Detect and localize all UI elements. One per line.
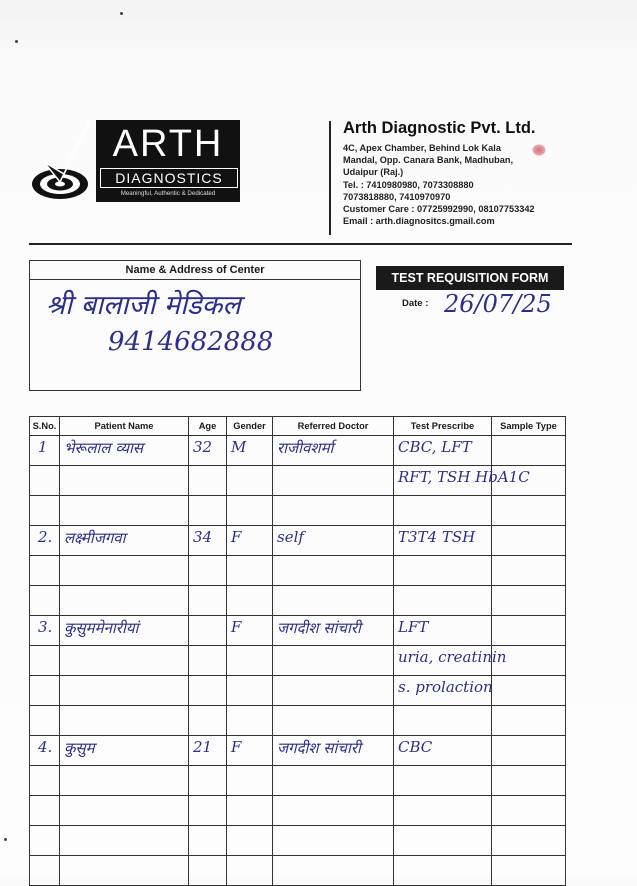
table-cell bbox=[189, 496, 227, 526]
table-row bbox=[30, 826, 566, 856]
column-header: Gender bbox=[227, 417, 273, 436]
handwritten-entry: 3. bbox=[38, 618, 53, 636]
column-header: Age bbox=[189, 417, 227, 436]
handwritten-entry: uria, creatinin bbox=[398, 648, 507, 666]
table-cell bbox=[492, 646, 566, 676]
table-cell bbox=[394, 826, 492, 856]
table-cell bbox=[492, 586, 566, 616]
column-header: Sample Type bbox=[492, 417, 566, 436]
table-cell bbox=[227, 766, 273, 796]
table-body bbox=[30, 436, 566, 886]
table-cell bbox=[60, 436, 189, 466]
table-cell bbox=[30, 766, 60, 796]
table-cell bbox=[60, 646, 189, 676]
handwritten-entry: CBC, LFT bbox=[398, 438, 472, 456]
table-cell bbox=[492, 496, 566, 526]
table-row bbox=[30, 706, 566, 736]
handwritten-entry: जगदीश सांचारी bbox=[277, 739, 361, 757]
table-cell bbox=[30, 526, 60, 556]
table-row bbox=[30, 676, 566, 706]
table-cell bbox=[273, 556, 394, 586]
table-cell bbox=[273, 526, 394, 556]
table-cell bbox=[394, 466, 530, 496]
table-row bbox=[30, 466, 566, 496]
handwritten-entry: M bbox=[231, 438, 247, 456]
logo-tagline: Meaningful, Authentic & Dedicated bbox=[120, 190, 216, 197]
company-address bbox=[343, 142, 535, 227]
header-rule bbox=[29, 243, 572, 245]
table-header-row bbox=[30, 417, 566, 436]
table-cell bbox=[60, 526, 189, 556]
table-cell bbox=[227, 796, 273, 826]
table-cell bbox=[30, 676, 60, 706]
handwritten-entry: 32 bbox=[193, 438, 213, 456]
table-cell bbox=[227, 826, 273, 856]
handwritten-entry: CBC bbox=[398, 738, 433, 756]
table-cell bbox=[60, 856, 189, 886]
arth-logo bbox=[30, 118, 242, 204]
table-cell bbox=[227, 856, 273, 886]
table-cell bbox=[273, 466, 394, 496]
target-check-icon bbox=[30, 118, 96, 204]
handwritten-entry: 21 bbox=[193, 738, 213, 756]
table-cell bbox=[30, 556, 60, 586]
table-cell bbox=[394, 586, 492, 616]
handwritten-entry: 34 bbox=[193, 528, 213, 546]
table-cell bbox=[60, 466, 189, 496]
table-cell bbox=[189, 736, 227, 766]
table-cell bbox=[492, 766, 566, 796]
table-cell bbox=[273, 826, 394, 856]
handwritten-entry: कुसुममेनारीयां bbox=[64, 619, 139, 637]
table-cell bbox=[227, 466, 273, 496]
table-cell bbox=[492, 676, 566, 706]
table-cell bbox=[30, 706, 60, 736]
table-cell bbox=[189, 526, 227, 556]
address-line: Customer Care : 07725992990, 08107753342 bbox=[343, 204, 535, 215]
table-row bbox=[30, 796, 566, 826]
table-cell bbox=[227, 676, 273, 706]
table-cell bbox=[394, 436, 492, 466]
table-cell bbox=[60, 706, 189, 736]
table-cell bbox=[189, 826, 227, 856]
table-cell bbox=[189, 586, 227, 616]
table-cell bbox=[273, 646, 394, 676]
table-cell bbox=[492, 826, 566, 856]
table-cell bbox=[394, 616, 492, 646]
handwritten-entry: 1 bbox=[38, 438, 48, 456]
table-cell bbox=[30, 796, 60, 826]
paper-speck bbox=[120, 12, 123, 15]
table-cell bbox=[30, 436, 60, 466]
table-row bbox=[30, 646, 566, 676]
handwritten-entry: F bbox=[231, 528, 242, 546]
table-cell bbox=[60, 586, 189, 616]
table-cell bbox=[30, 826, 60, 856]
handwritten-entry: RFT, TSH HbA1C bbox=[398, 468, 530, 486]
form-title: TEST REQUISITION FORM bbox=[376, 266, 564, 290]
table-row bbox=[30, 736, 566, 766]
table-cell bbox=[394, 646, 507, 676]
table-cell bbox=[394, 706, 492, 736]
handwritten-entry: s. prolaction bbox=[398, 678, 493, 696]
handwritten-entry: जगदीश सांचारी bbox=[277, 619, 361, 637]
handwritten-entry: F bbox=[231, 738, 242, 756]
table-cell bbox=[492, 736, 566, 766]
table-cell bbox=[273, 436, 394, 466]
table-cell bbox=[60, 826, 189, 856]
table-cell bbox=[60, 496, 189, 526]
paper-speck bbox=[15, 40, 18, 43]
table-row bbox=[30, 586, 566, 616]
table-cell bbox=[273, 676, 394, 706]
table-row bbox=[30, 856, 566, 886]
table-cell bbox=[227, 496, 273, 526]
date-label: Date : bbox=[402, 298, 429, 309]
address-line: Tel. : 7410980980, 7073308880 bbox=[343, 179, 474, 190]
table-cell bbox=[189, 646, 227, 676]
center-box-label: Name & Address of Center bbox=[30, 261, 360, 280]
table-cell bbox=[492, 466, 566, 496]
column-header: Patient Name bbox=[60, 417, 189, 436]
table-cell bbox=[189, 796, 227, 826]
handwritten-entry: 2. bbox=[38, 528, 53, 546]
table-cell bbox=[189, 466, 227, 496]
address-line: Email : arth.diagnositcs.gmail.com bbox=[343, 216, 495, 227]
center-name-handwritten: श्री बालाजी मेडिकल bbox=[46, 290, 241, 321]
table-cell bbox=[394, 556, 492, 586]
table-cell bbox=[273, 736, 394, 766]
table-cell bbox=[492, 556, 566, 586]
column-header: Referred Doctor bbox=[273, 417, 394, 436]
table-row bbox=[30, 526, 566, 556]
handwritten-entry: self bbox=[277, 528, 304, 546]
address-line: Udaipur (Raj.) bbox=[343, 167, 404, 178]
handwritten-entry: भेरूलाल व्यास bbox=[64, 439, 144, 457]
table-row bbox=[30, 496, 566, 526]
table-cell bbox=[227, 526, 273, 556]
table-cell bbox=[189, 556, 227, 586]
handwritten-entry: T3T4 TSH bbox=[398, 528, 476, 546]
table-cell bbox=[60, 766, 189, 796]
column-header: Test Prescribe bbox=[394, 417, 492, 436]
table-row bbox=[30, 436, 566, 466]
table-cell bbox=[30, 646, 60, 676]
table-cell bbox=[30, 496, 60, 526]
patient-table bbox=[29, 416, 566, 886]
paper-speck bbox=[4, 838, 7, 841]
address-line: Mandal, Opp. Canara Bank, Madhuban, bbox=[343, 155, 513, 166]
center-phone-handwritten: 9414682888 bbox=[108, 327, 274, 357]
table-cell bbox=[60, 736, 189, 766]
date-handwritten: 26/07/25 bbox=[444, 290, 552, 318]
address-line: 4C, Apex Chamber, Behind Lok Kala bbox=[343, 143, 501, 153]
logo-sub: DIAGNOSTICS bbox=[100, 168, 238, 188]
table-cell bbox=[273, 766, 394, 796]
table-cell bbox=[227, 706, 273, 736]
table-cell bbox=[273, 856, 394, 886]
table-cell bbox=[492, 616, 566, 646]
table-cell bbox=[273, 796, 394, 826]
table-cell bbox=[394, 496, 492, 526]
header-divider bbox=[329, 121, 331, 235]
table-cell bbox=[189, 706, 227, 736]
table-cell bbox=[227, 736, 273, 766]
table-cell bbox=[30, 616, 60, 646]
table-cell bbox=[30, 466, 60, 496]
table-cell bbox=[189, 616, 227, 646]
table-cell bbox=[492, 436, 566, 466]
table-cell bbox=[189, 856, 227, 886]
table-cell bbox=[60, 616, 189, 646]
handwritten-entry: 4. bbox=[38, 738, 53, 756]
table-cell bbox=[60, 796, 189, 826]
table-cell bbox=[394, 766, 492, 796]
table-cell bbox=[394, 736, 492, 766]
handwritten-entry: LFT bbox=[398, 618, 429, 636]
table-cell bbox=[227, 436, 273, 466]
table-cell bbox=[273, 586, 394, 616]
table-cell bbox=[492, 796, 566, 826]
table-cell bbox=[273, 706, 394, 736]
table-cell bbox=[492, 526, 566, 556]
address-line: 7073818880, 7410970970 bbox=[343, 191, 451, 202]
center-address-box bbox=[29, 260, 361, 391]
table-cell bbox=[492, 706, 566, 736]
table-cell bbox=[394, 526, 492, 556]
handwritten-entry: लक्ष्मीजगवा bbox=[64, 529, 126, 547]
column-header: S.No. bbox=[30, 417, 60, 436]
table-cell bbox=[60, 676, 189, 706]
table-cell bbox=[189, 436, 227, 466]
logo-word: ARTH bbox=[112, 123, 224, 165]
company-name: Arth Diagnostic Pvt. Ltd. bbox=[343, 119, 536, 137]
table-cell bbox=[227, 646, 273, 676]
table-cell bbox=[492, 856, 566, 886]
table-cell bbox=[227, 616, 273, 646]
handwritten-entry: F bbox=[231, 618, 242, 636]
table-row bbox=[30, 616, 566, 646]
handwritten-entry: राजीवशर्मा bbox=[277, 439, 334, 457]
table-cell bbox=[273, 616, 394, 646]
table-cell bbox=[394, 796, 492, 826]
table-cell bbox=[189, 676, 227, 706]
table-cell bbox=[394, 856, 492, 886]
table-row bbox=[30, 766, 566, 796]
table-cell bbox=[227, 586, 273, 616]
table-cell bbox=[273, 496, 394, 526]
handwritten-entry: कुसुम bbox=[64, 739, 95, 757]
table-cell bbox=[30, 736, 60, 766]
table-cell bbox=[394, 676, 492, 706]
table-cell bbox=[227, 556, 273, 586]
table-row bbox=[30, 556, 566, 586]
table-cell bbox=[30, 856, 60, 886]
table-cell bbox=[60, 556, 189, 586]
table-cell bbox=[30, 586, 60, 616]
table-cell bbox=[189, 766, 227, 796]
